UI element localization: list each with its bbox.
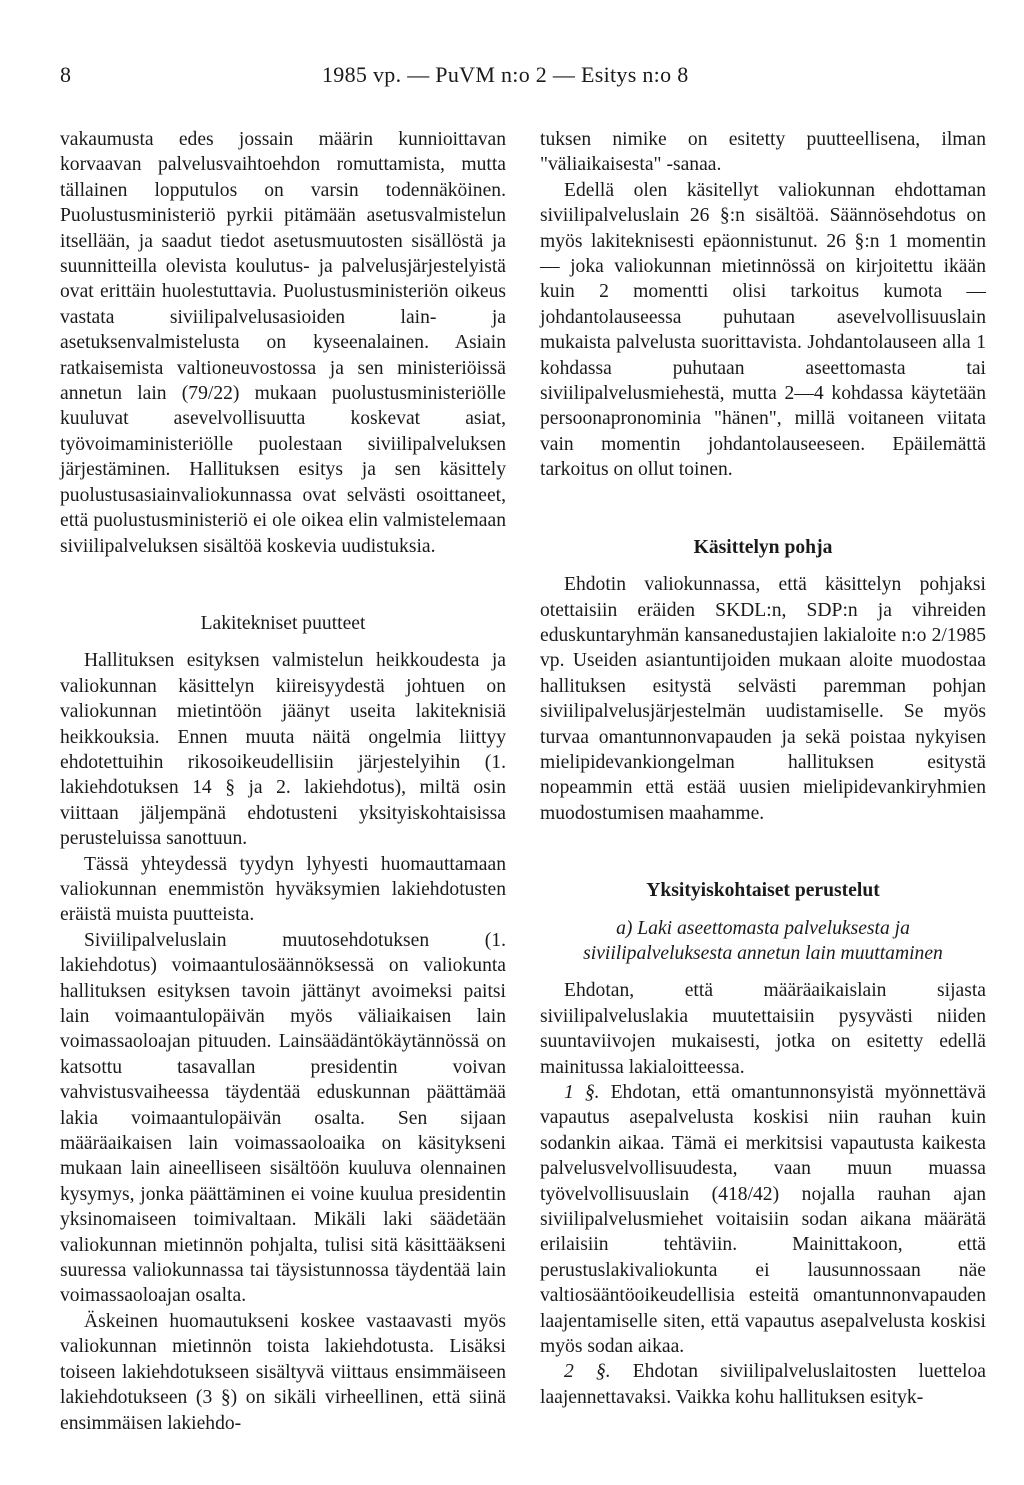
- paragraph-text: Ehdotan siviilipalveluslaitosten luetteloa laajennettavaksi. Vaikka kohu hallituksen esityk-: [540, 1361, 986, 1408]
- page-number: 8: [60, 62, 71, 87]
- right-column: [540, 127, 986, 1410]
- section-heading: Lakitekniset puutteet: [200, 612, 366, 634]
- paragraph: Siviilipalveluslain muutosehdotuksen (1. lakiehdotus) voimaantulosäännöksessä on valiokunta hallituksen esityksen tavoin jättänyt avoimeksi paitsi lain voimaantulopäivän myös väliaikaisen lain voimassaoloajan pituuden. Lainsäädäntökäytännössä on katsottu tasavallan presidentin voivan vahvistusvaiheessa täydentää eduskunnan päättämää lakia voimaantulopäivän osalta. Sen sijaan määräaikaisen lain voimassaoloaika on käsitykseni mukaan lain aineelliseen sisältöön kuuluva olennainen kysymys, jonka päättäminen ei voine kuulua presidentin yksinomaiseen toimivaltaan. Mikäli laki säädetään valiokunnan mietinnön pohjalta, tulisi sitä käsittääkseni suuressa valiokunnassa tai täysistunnossa täydentää lain voimassaoloajan osalta.: [60, 929, 506, 1307]
- section-heading: Yksityiskohtaiset perustelut: [646, 880, 880, 902]
- page-header: [60, 62, 964, 92]
- paragraph: Äskeinen huomautukseni koskee vastaavasti myös valiokunnan mietinnön toista lakiehdotusta. Lisäksi toiseen lakiehdotukseen sisältyvä viittaus ensimmäiseen lakiehdotukseen (3 §) on sikäli virheellinen, että siinä ensimmäisen lakiehdo-: [60, 1310, 506, 1434]
- paragraph: Ehdotin valiokunnassa, että käsittelyn pohjaksi otettaisiin eräiden SKDL:n, SDP:n ja vihreiden eduskuntaryhmän kansanedustajien lakialoite n:o 2/1985 vp. Useiden asiantuntijoiden mukaan aloite muodostaa hallituksen esitystä selvästi paremman pohjan siviilipalvelusjärjestelmän uudistamiselle. Se myös turvaa omantunnonvapauden ja sekä poistaa nykyisen mielipidevankiongelman hallituksen esitystä nopeammin että estää uusien mielipidevankiryhmien muodostumisen maahamme.: [540, 574, 986, 824]
- paragraph: [540, 1080, 986, 1359]
- paragraph: Tässä yhteydessä tyydyn lyhyesti huomauttamaan valiokunnan enemmistön hyväksymien lakiehdotusten eräistä muista puutteista.: [60, 853, 506, 926]
- section-label: 2 §.: [564, 1361, 611, 1383]
- paragraph: Hallituksen esityksen valmistelun heikkoudesta ja valiokunnan käsittelyn kiireisyydestä johtuen on valiokunnan mietintöön jäänyt useita lakiteknisiä heikkouksia. Ennen muuta näitä ongelmia liittyy ehdotettuihin rikosoikeudellisiin järjestelyihin (1. lakiehdotuksen 14 § ja 2. lakiehdotus), miltä osin viittaan jäljempänä ehdotusteni yksityiskohtaisissa perusteluissa sanottuun.: [60, 650, 506, 850]
- paragraph: [540, 1359, 986, 1410]
- section-heading: Käsittelyn pohja: [693, 536, 833, 558]
- paragraph: Ehdotan, että määräaikaislain sijasta siviilipalveluslakia muutettaisiin pysyvästi niiden suuntaviivojen mukaisesti, jotka on esitetty edellä mainitussa lakialoitteessa.: [540, 980, 986, 1078]
- paragraph: tuksen nimike on esitetty puutteellisena, ilman "väliaikaisesta" -sanaa.: [540, 129, 986, 176]
- running-head: 1985 vp. — PuVM n:o 2 — Esitys n:o 8: [322, 62, 689, 87]
- paragraph: vakaumusta edes jossain määrin kunnioittavan korvaavan palvelusvaihtoehdon romuttamista, mutta tällainen lopputulos on varsin todennäköinen. Puolustusministeriö pyrkii pitämään asetusvalmistelun itsellään, ja saadut tiedot asetusmuutosten sisällöstä ja suunnitteilla olevista koulutus- ja palvelusjärjestelyistä ovat erittäin huolestuttavia. Puolustusministeriön oikeus vastata siviilipalvelusasioiden lain- ja asetuksenvalmistelusta on kyseenalainen. Asiain ratkaisemista valtioneuvostossa ja sen ministeriöissä annetun lain (79/22) mukaan puolustusministeriölle kuuluvat asevelvollisuutta koskevat asiat, työvoimaministeriölle puolestaan siviilipalveluksen järjestäminen. Hallituksen esitys ja sen käsittely puolustusasiainvaliokunnassa ovat selvästi osoittaneet, että puolustusministeriö ei ole oikea elin valmistelemaan siviilipalveluksen sisältöä koskevia uudistuksia.: [60, 129, 506, 557]
- sub-heading: a) Laki aseettomasta palveluksesta ja siviilipalveluksesta annetun lain muuttaminen: [583, 917, 943, 964]
- paragraph-text: Ehdotan, että omantunnonsyistä myönnettävä vapautus asepalvelusta koskisi niin rauhan kuin sodankin aikaa. Tämä ei merkitsisi vapautusta kaikesta palvelusvelvollisuudesta, vaan muun muassa työvelvollisuuslain (418/42) nojalla rauhan ajan siviilipalvelusmiehet voitaisiin sodan aikana määrätä erilaisiin tehtäviin. Mainittakoon, että perustuslakivaliokunta ei lausunnossaan näe valtiosääntöoikeudellisia esteitä omantunnonvapauden laajentamiselle siten, että vapautus asepalvelusta koskisi myös sodan aikaa.: [540, 1082, 986, 1358]
- section-label: 1 §.: [564, 1082, 600, 1103]
- left-column: [60, 127, 506, 1436]
- paragraph: Edellä olen käsitellyt valiokunnan ehdottaman siviilipalveluslain 26 §:n sisältöä. Säännösehdotus on myös lakiteknisesti epäonnistunut. 26 §:n 1 momentin — joka valiokunnan mietinnössä on kirjoitettu ikään kuin 2 momentti olisi tarkoitus kumota — johdantolauseessa puhutaan asevelvollisuuslain mukaista palvelusta suorittavista. Johdantolauseen alla 1 kohdassa puhutaan aseettomasta tai siviilipalvelusmiehestä, mutta 2—4 kohdassa käytetään persoonapronominia "hänen", millä voitaneen viitata vain momentin johdantolauseeseen. Epäilemättä tarkoitus on ollut toinen.: [540, 179, 986, 481]
